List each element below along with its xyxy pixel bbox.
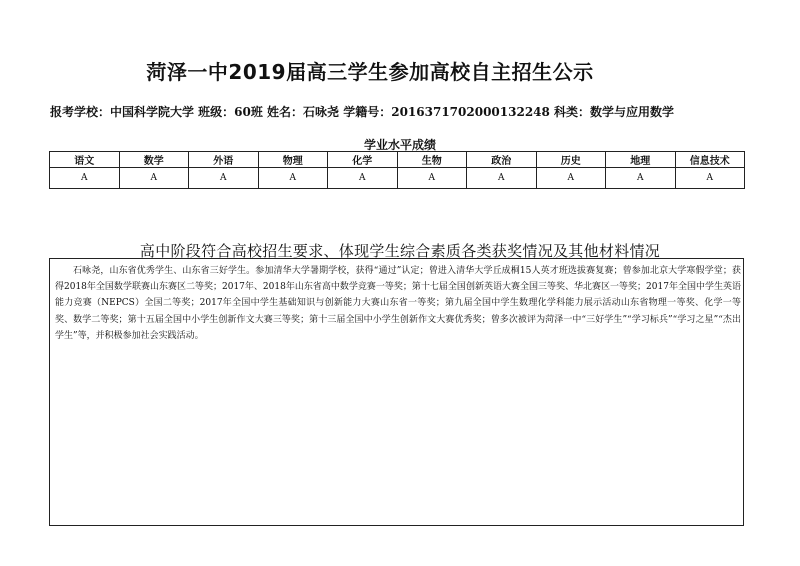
student-info-line: 报考学校：中国科学院大学 班级：60班 姓名：石咏尧 学籍号：2016371702000132248 科类：数学与应用数学 (50, 105, 675, 119)
subject-header: 语文 (50, 152, 120, 168)
page-title: 菏泽一中2019届高三学生参加高校自主招生公示 (146, 60, 594, 84)
subject-header: 生物 (397, 152, 467, 168)
awards-heading: 高中阶段符合高校招生要求、体现学生综合素质各类获奖情况及其他材料情况 (139, 242, 661, 260)
grade-cell: A (536, 168, 606, 189)
scores-table (49, 151, 745, 189)
grade-cell: A (119, 168, 189, 189)
subject-header: 政治 (467, 152, 537, 168)
grade-cell: A (397, 168, 467, 189)
subject-header: 化学 (328, 152, 398, 168)
grade-cell: A (328, 168, 398, 189)
grade-cell: A (606, 168, 676, 189)
subject-header: 信息技术 (675, 152, 745, 168)
subject-header: 地理 (606, 152, 676, 168)
scores-caption: 学业水平成绩 (363, 138, 436, 152)
grade-cell: A (50, 168, 120, 189)
scores-header-row (50, 152, 745, 168)
grade-cell: A (258, 168, 328, 189)
awards-text: 石咏尧，山东省优秀学生、山东省三好学生。参加清华大学暑期学校，获得“通过”认定；曾进入清华大学丘成桐15人英才班选拔赛复赛；曾参加北京大学寒假学堂；获得2018年全国数学联赛山东赛区二等奖；2017年、2018年山东省高中数学竞赛一等奖；第十七届全国创新英语大赛全国三等奖、华北赛区一等奖；2017年全国中学生英语能力竞赛（NEPCS）全国二等奖；2017年全国中学生基础知识与创新能力大赛山东省一等奖；第九届全国中学生数理化学科能力展示活动山东省物理一等奖、化学一等奖、数学二等奖；第十五届全国中小学生创新作文大赛三等奖；第十三届全国中小学生创新作文大赛优秀奖；曾多次被评为菏泽一中“三好学生”“学习标兵”“学习之星”“杰出学生”等，并积极参加社会实践活动。 (55, 266, 741, 341)
subject-header: 物理 (258, 152, 328, 168)
subject-header: 外语 (189, 152, 259, 168)
grade-cell: A (467, 168, 537, 189)
grade-cell: A (675, 168, 745, 189)
subject-header: 数学 (119, 152, 189, 168)
grade-cell: A (189, 168, 259, 189)
scores-grade-row (50, 168, 745, 189)
subject-header: 历史 (536, 152, 606, 168)
